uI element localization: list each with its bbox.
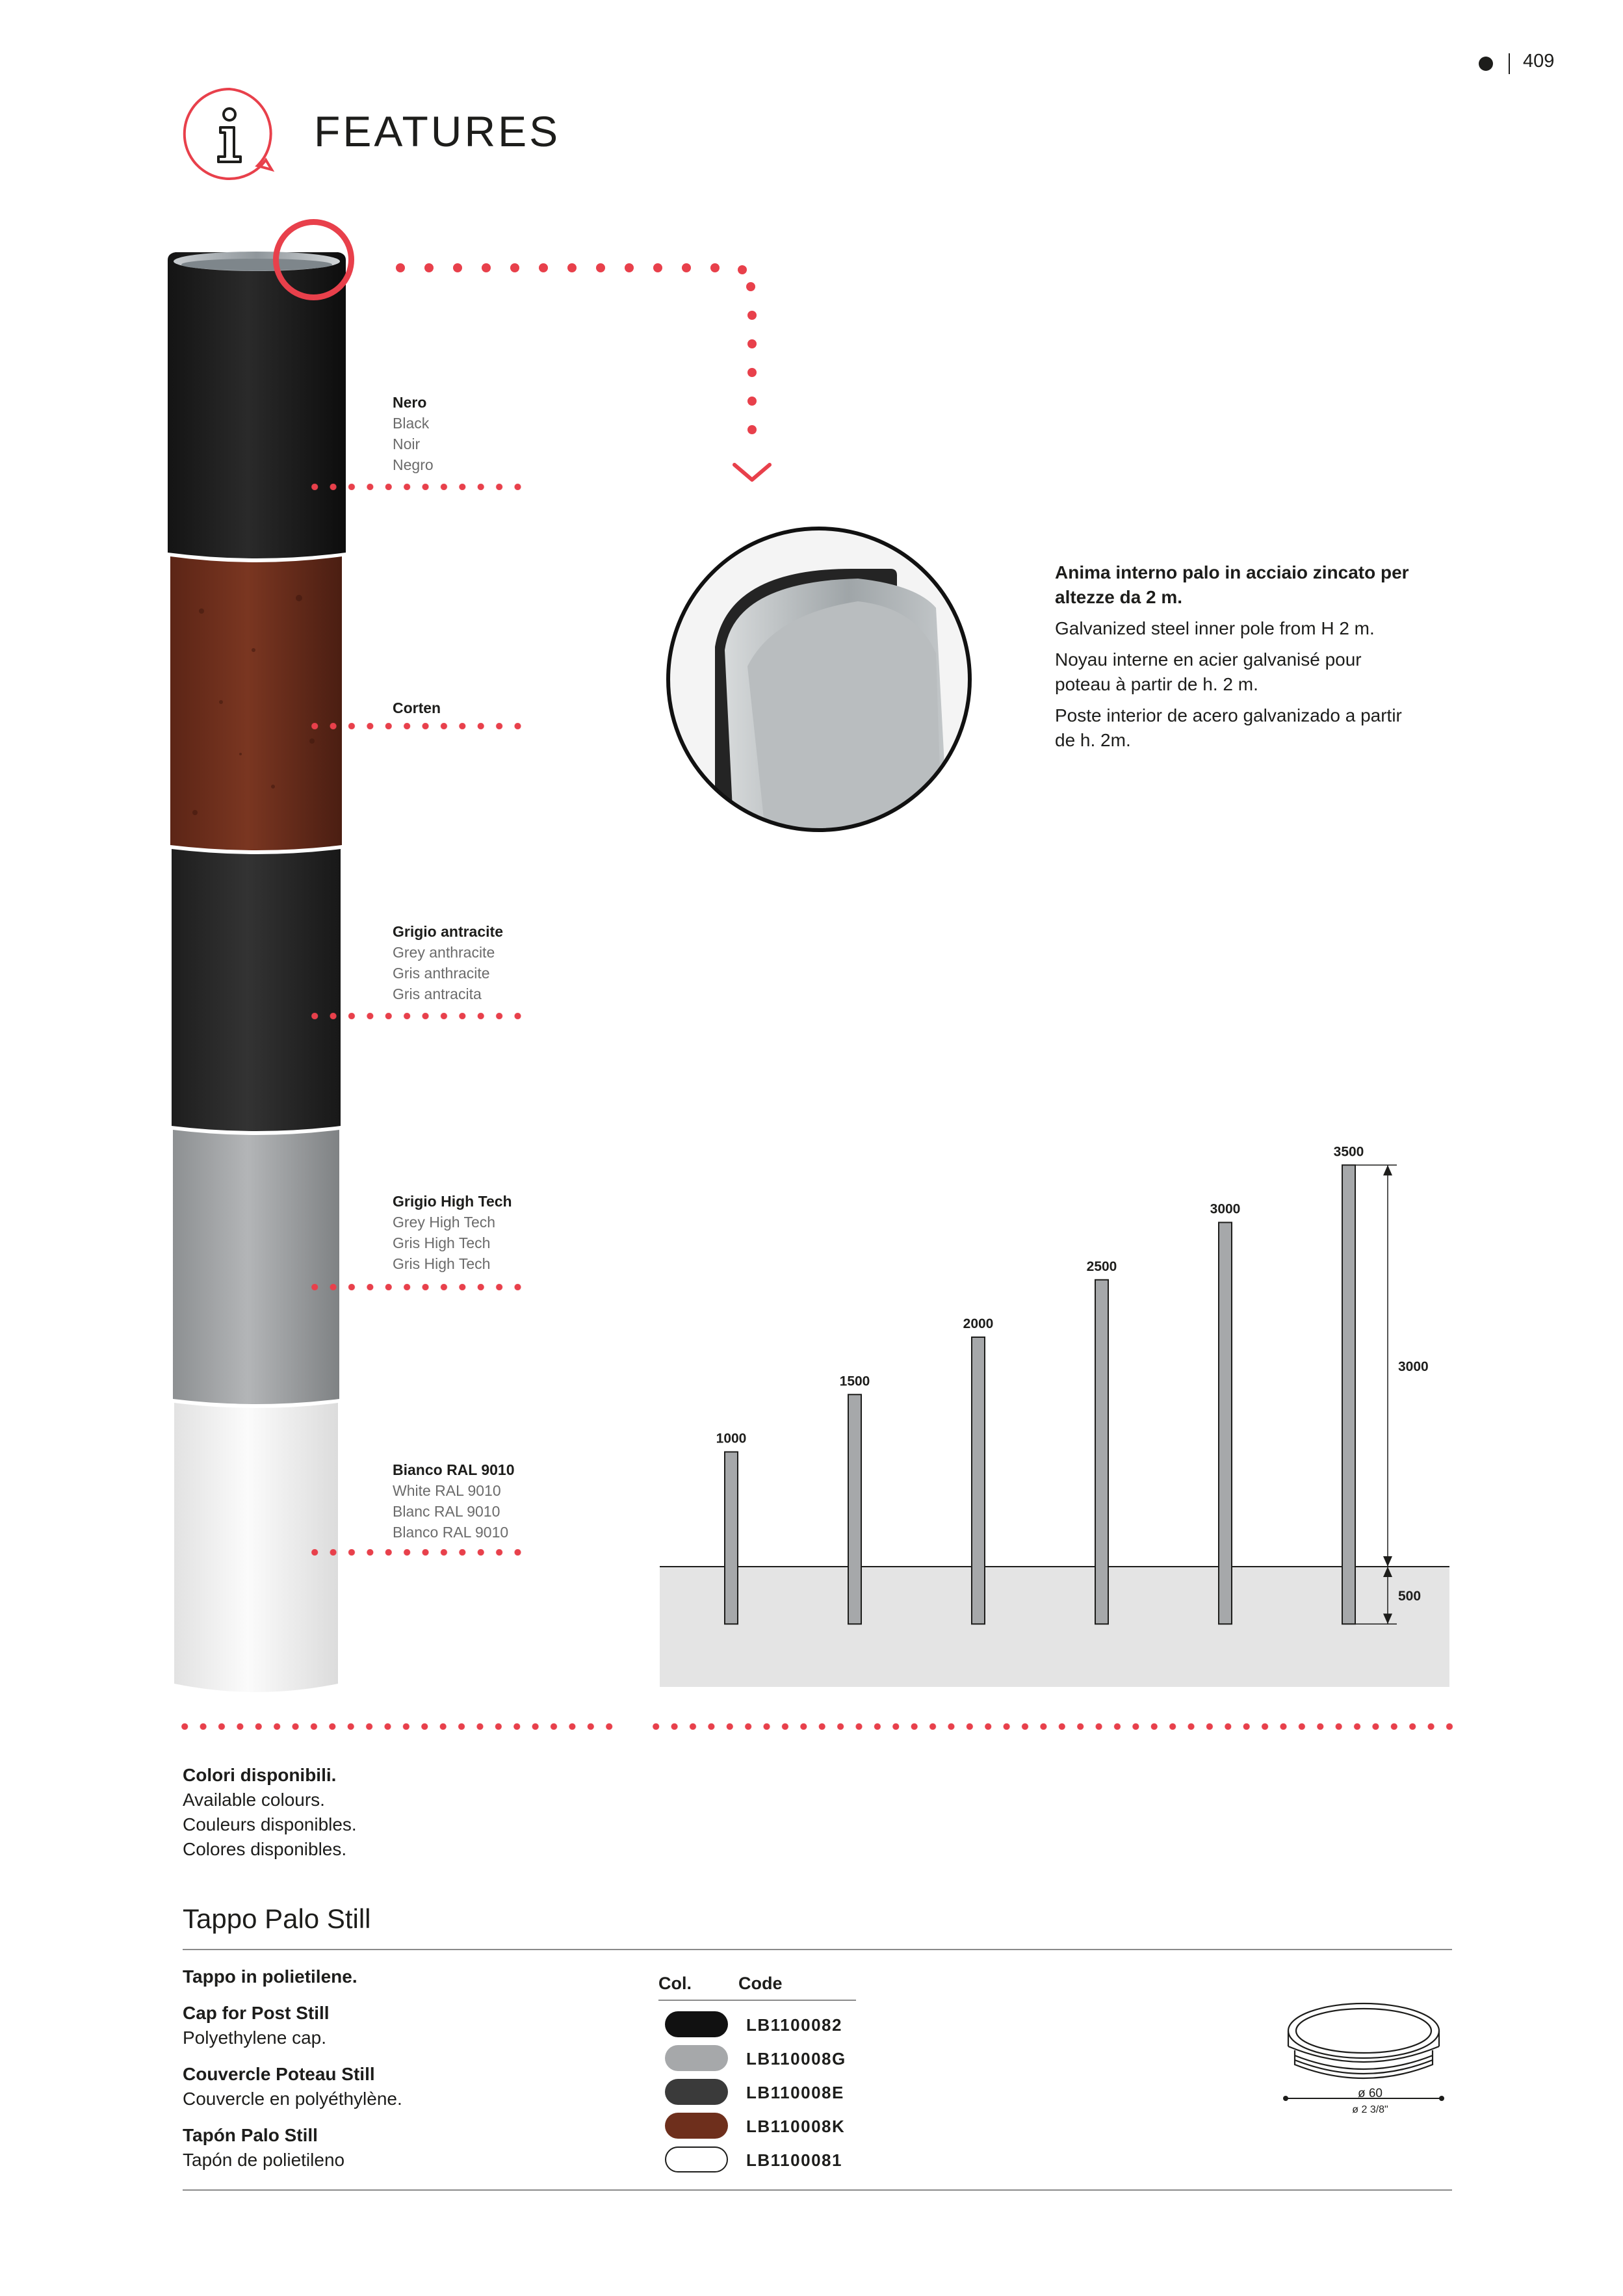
finish-name: Grigio antracite: [393, 923, 503, 940]
product-bottom-rule: [183, 2189, 1452, 2191]
product-title-fr: Couvercle Poteau Still: [183, 2064, 375, 2084]
finish-translation: Grey anthracite: [393, 944, 495, 961]
bar-label: 3500: [1333, 1144, 1364, 1160]
finish-translation: Blanco RAL 9010: [393, 1524, 509, 1541]
core-text-fr: Noyau interne en acier galvanisé pour poteau à partir de h. 2 m.: [1055, 649, 1362, 694]
pole-image: [162, 247, 357, 1710]
finish-label-antracite: [393, 921, 503, 1004]
page-marker-dot: [1479, 57, 1493, 71]
pole-bar: [848, 1394, 861, 1624]
finish-translation: Negro: [393, 456, 434, 473]
product-top-rule: [183, 1949, 1452, 1950]
pole-bar: [1095, 1280, 1108, 1624]
finish-label-corten: [393, 698, 441, 718]
bar-label: 2500: [1086, 1259, 1117, 1274]
product-desc-it: Tappo in polietilene.: [183, 1966, 357, 1987]
dimension-arrow: [1383, 1556, 1392, 1567]
page-divider: [1509, 53, 1510, 74]
finish-dotted-leader: [305, 1284, 526, 1290]
info-icon: [181, 85, 278, 183]
page-number: 409: [1523, 51, 1555, 72]
connector-arrow: [383, 257, 871, 491]
finish-translation: Grey High Tech: [393, 1214, 496, 1231]
cap-diameter-in: ø 2 3/8": [1352, 2104, 1388, 2115]
available-colours: [183, 1763, 357, 1862]
finish-translation: Gris High Tech: [393, 1234, 491, 1251]
product-code: LB110008G: [746, 2049, 846, 2068]
product-code: LB110008K: [746, 2117, 846, 2136]
product-desc-fr: Couvercle en polyéthylène.: [183, 2089, 402, 2109]
finish-dotted-leader: [305, 1013, 526, 1019]
cap-diameter-mm: ø 60: [1357, 2087, 1383, 2100]
finish-translation: Blanc RAL 9010: [393, 1503, 500, 1520]
dimension-arrow: [1383, 1165, 1392, 1175]
core-text-es: Poste interior de acero galvanizado a partir de h. 2m.: [1055, 705, 1402, 750]
pole-bar: [1219, 1223, 1232, 1624]
product-desc-es: Tapón de polietileno: [183, 2150, 345, 2170]
dimension-label-below: 500: [1398, 1589, 1422, 1604]
product-descriptions: [183, 1964, 625, 2172]
code-header: Code: [738, 1974, 783, 1993]
dimension-label-above: 3000: [1398, 1359, 1429, 1375]
color-swatch-black: [665, 2011, 728, 2037]
table-header-rule: [658, 2000, 856, 2001]
bar-label: 1000: [716, 1431, 747, 1446]
product-title: Tappo Palo Still: [183, 1903, 371, 1934]
finish-dotted-leader: [305, 1549, 526, 1556]
finish-label-bianco: [393, 1459, 514, 1543]
core-detail-image: [663, 510, 975, 848]
product-code: LB1100082: [746, 2015, 842, 2035]
color-swatch-grey: [665, 2045, 728, 2071]
color-swatch-anthracite: [665, 2079, 728, 2105]
core-text-en: Galvanized steel inner pole from H 2 m.: [1055, 618, 1375, 638]
finish-translation: White RAL 9010: [393, 1482, 501, 1499]
page-title: FEATURES: [314, 107, 561, 155]
core-title: Anima interno palo in acciaio zincato per altezze da 2 m.: [1055, 562, 1409, 607]
finish-translation: Gris anthracite: [393, 965, 490, 982]
finish-label-high-tech: [393, 1191, 512, 1274]
finish-name: Grigio High Tech: [393, 1193, 512, 1210]
finish-translation: Noir: [393, 436, 421, 452]
highlight-circle: [273, 219, 354, 300]
finish-translation: Black: [393, 415, 430, 432]
product-title-en: Cap for Post Still: [183, 2003, 330, 2023]
section-dotted-divider: [647, 1723, 1459, 1730]
bar-label: 3000: [1210, 1201, 1241, 1217]
heights-chart: [650, 819, 1456, 1690]
finish-name: Nero: [393, 394, 427, 411]
pole-bar: [725, 1452, 738, 1624]
product-code: LB110008E: [746, 2083, 844, 2102]
available-colours-it: Colori disponibili.: [183, 1765, 337, 1785]
color-swatch-white: [665, 2146, 728, 2172]
ground-area: [660, 1567, 1449, 1687]
available-colours-es: Colores disponibles.: [183, 1839, 347, 1859]
available-colours-fr: Couleurs disponibles.: [183, 1814, 357, 1834]
bar-label: 1500: [839, 1374, 870, 1389]
finish-translation: Gris High Tech: [393, 1255, 491, 1272]
core-description: [1055, 560, 1419, 753]
available-colours-en: Available colours.: [183, 1790, 325, 1810]
finish-translation: Gris antracita: [393, 985, 482, 1002]
finish-name: Corten: [393, 699, 441, 716]
section-dotted-divider: [175, 1723, 617, 1730]
bar-label: 2000: [963, 1316, 994, 1331]
finish-dotted-leader: [305, 723, 526, 729]
color-swatch-corten: [665, 2113, 728, 2139]
finish-name: Bianco RAL 9010: [393, 1461, 515, 1478]
product-code: LB1100081: [746, 2150, 842, 2170]
pole-bar: [1342, 1165, 1355, 1624]
pole-bar: [972, 1337, 985, 1624]
product-desc-en: Polyethylene cap.: [183, 2028, 327, 2048]
product-title-es: Tapón Palo Still: [183, 2125, 318, 2145]
col-header: Col.: [658, 1974, 692, 1993]
